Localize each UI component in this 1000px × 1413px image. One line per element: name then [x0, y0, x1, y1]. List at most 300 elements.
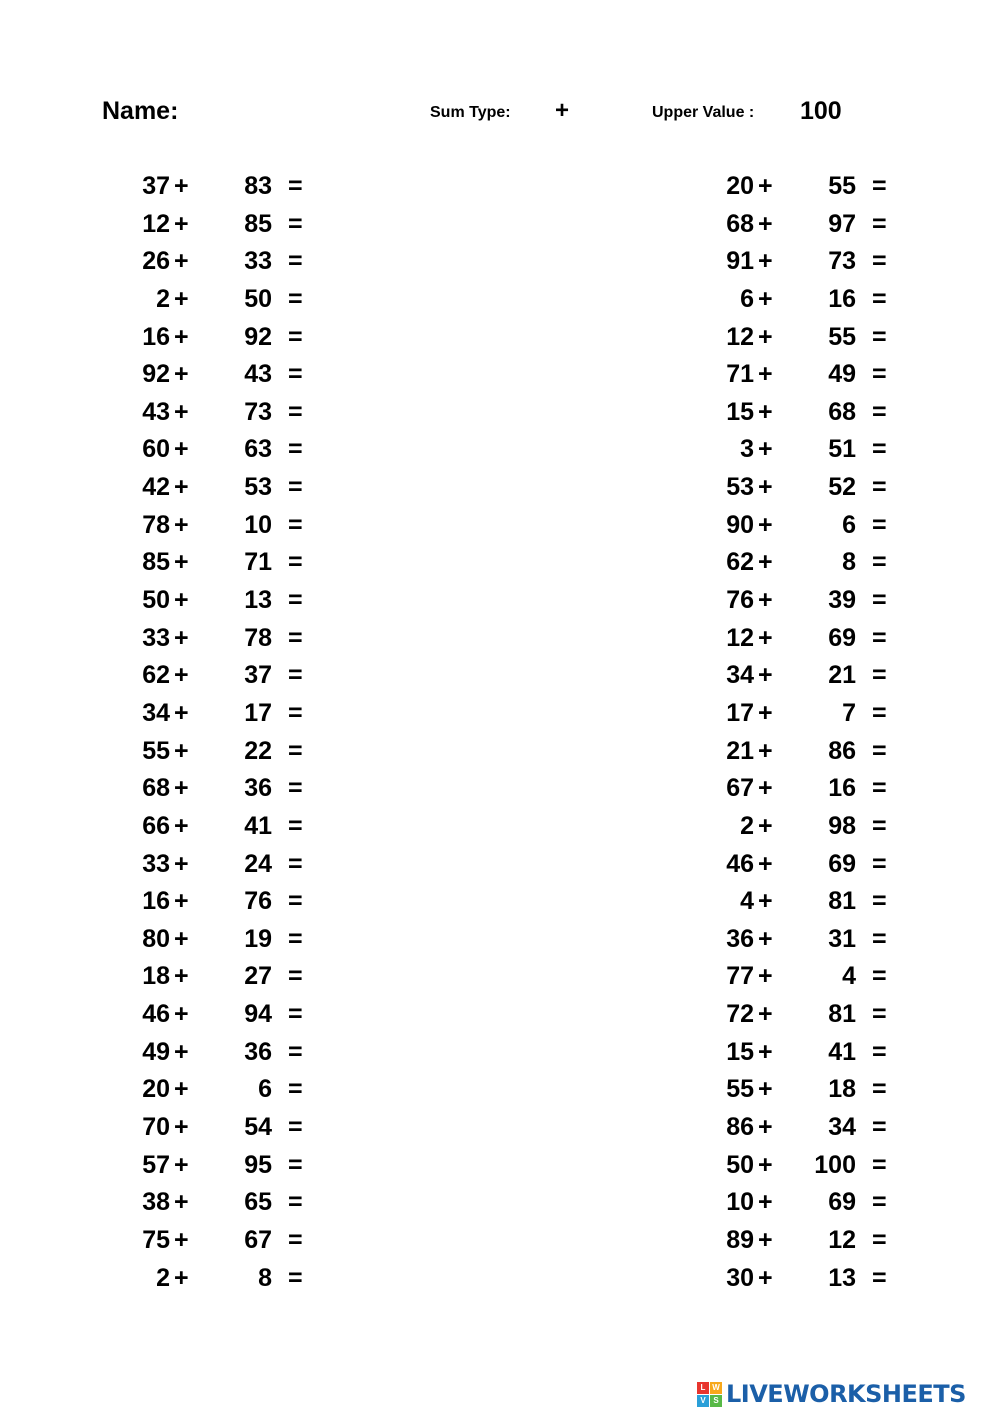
second-addend: 33	[244, 247, 272, 276]
operator: +	[758, 1225, 773, 1254]
problem-row	[694, 808, 904, 846]
operator: +	[758, 397, 773, 426]
operator: +	[758, 1263, 773, 1292]
second-addend: 65	[244, 1188, 272, 1217]
problem-row	[694, 431, 904, 469]
first-addend: 55	[726, 1075, 754, 1104]
second-addend: 10	[244, 510, 272, 539]
problem-row	[694, 356, 904, 394]
second-addend: 76	[244, 887, 272, 916]
first-addend: 55	[142, 736, 170, 765]
first-addend: 85	[142, 548, 170, 577]
second-addend: 27	[244, 962, 272, 991]
second-addend: 31	[828, 924, 856, 953]
equals-sign: =	[288, 1225, 303, 1254]
equals-sign: =	[288, 209, 303, 238]
second-addend: 83	[244, 172, 272, 200]
equals-sign: =	[872, 698, 887, 727]
second-addend: 16	[828, 284, 856, 313]
first-addend: 2	[156, 1263, 170, 1292]
first-addend: 78	[142, 510, 170, 539]
operator: +	[174, 284, 189, 313]
operator: +	[174, 661, 189, 690]
operator: +	[758, 284, 773, 313]
problem-row	[110, 507, 320, 545]
equals-sign: =	[288, 661, 303, 690]
problem-row	[110, 846, 320, 884]
problem-row	[694, 657, 904, 695]
equals-sign: =	[288, 586, 303, 615]
first-addend: 66	[142, 811, 170, 840]
second-addend: 52	[828, 473, 856, 502]
equals-sign: =	[288, 435, 303, 464]
operator: +	[758, 548, 773, 577]
equals-sign: =	[288, 887, 303, 916]
second-addend: 43	[244, 360, 272, 389]
sum-type-label: Sum Type:	[430, 104, 511, 121]
first-addend: 3	[740, 435, 754, 464]
operator: +	[758, 360, 773, 389]
second-addend: 41	[828, 1037, 856, 1066]
equals-sign: =	[872, 661, 887, 690]
operator: +	[758, 811, 773, 840]
second-addend: 71	[244, 548, 272, 577]
operator: +	[758, 1000, 773, 1029]
operator: +	[758, 1037, 773, 1066]
equals-sign: =	[872, 1150, 887, 1179]
problem-row	[694, 394, 904, 432]
operator: +	[758, 247, 773, 276]
problem-row	[110, 770, 320, 808]
first-addend: 4	[740, 887, 754, 916]
first-addend: 33	[142, 623, 170, 652]
second-addend: 51	[828, 435, 856, 464]
second-addend: 6	[258, 1075, 272, 1104]
problem-row	[110, 1184, 320, 1222]
logo-tile: V	[697, 1395, 709, 1407]
first-addend: 50	[726, 1150, 754, 1179]
equals-sign: =	[872, 1188, 887, 1217]
problem-row	[694, 620, 904, 658]
operator: +	[758, 887, 773, 916]
logo-tile: L	[697, 1382, 709, 1394]
problem-row	[110, 921, 320, 959]
first-addend: 43	[142, 397, 170, 426]
operator: +	[174, 1150, 189, 1179]
first-addend: 15	[726, 1037, 754, 1066]
operator: +	[758, 586, 773, 615]
operator: +	[174, 1113, 189, 1142]
operator: +	[174, 322, 189, 351]
second-addend: 8	[842, 548, 856, 577]
first-addend: 34	[726, 661, 754, 690]
equals-sign: =	[288, 962, 303, 991]
equals-sign: =	[288, 1150, 303, 1179]
first-addend: 80	[142, 924, 170, 953]
first-addend: 12	[726, 322, 754, 351]
operator: +	[174, 623, 189, 652]
second-addend: 41	[244, 811, 272, 840]
second-addend: 12	[828, 1225, 856, 1254]
operator: +	[758, 774, 773, 803]
problem-row	[110, 1071, 320, 1109]
second-addend: 16	[828, 774, 856, 803]
second-addend: 95	[244, 1150, 272, 1179]
problem-row	[110, 394, 320, 432]
second-addend: 55	[828, 322, 856, 351]
second-addend: 73	[244, 397, 272, 426]
first-addend: 16	[142, 887, 170, 916]
second-addend: 69	[828, 849, 856, 878]
equals-sign: =	[288, 1075, 303, 1104]
operator: +	[174, 887, 189, 916]
equals-sign: =	[288, 623, 303, 652]
second-addend: 34	[828, 1113, 856, 1142]
first-addend: 36	[726, 924, 754, 953]
equals-sign: =	[872, 1075, 887, 1104]
operator: +	[174, 1188, 189, 1217]
equals-sign: =	[288, 510, 303, 539]
equals-sign: =	[288, 172, 303, 200]
operator: +	[758, 849, 773, 878]
problem-row	[110, 1260, 320, 1298]
problem-row	[110, 281, 320, 319]
second-addend: 98	[828, 811, 856, 840]
first-addend: 20	[726, 172, 754, 200]
first-addend: 42	[142, 473, 170, 502]
second-addend: 92	[244, 322, 272, 351]
problem-row	[694, 507, 904, 545]
problem-row	[694, 1109, 904, 1147]
second-addend: 63	[244, 435, 272, 464]
operator: +	[758, 1075, 773, 1104]
equals-sign: =	[872, 397, 887, 426]
problem-row	[110, 1034, 320, 1072]
equals-sign: =	[288, 247, 303, 276]
second-addend: 50	[244, 284, 272, 313]
first-addend: 92	[142, 360, 170, 389]
sum-type-value: +	[555, 97, 570, 124]
operator: +	[174, 1263, 189, 1292]
equals-sign: =	[288, 397, 303, 426]
operator: +	[758, 962, 773, 991]
equals-sign: =	[288, 1113, 303, 1142]
problem-row	[694, 770, 904, 808]
first-addend: 46	[726, 849, 754, 878]
operator: +	[174, 247, 189, 276]
worksheet-header	[0, 0, 1000, 150]
first-addend: 68	[726, 209, 754, 238]
equals-sign: =	[288, 811, 303, 840]
problem-row	[694, 1184, 904, 1222]
problem-row	[110, 733, 320, 771]
second-addend: 37	[244, 661, 272, 690]
problem-row	[694, 1071, 904, 1109]
problem-row	[694, 206, 904, 244]
problem-row	[110, 883, 320, 921]
problem-row	[694, 582, 904, 620]
second-addend: 68	[828, 397, 856, 426]
operator: +	[174, 1037, 189, 1066]
first-addend: 26	[142, 247, 170, 276]
problem-row	[110, 808, 320, 846]
problem-row	[110, 243, 320, 281]
first-addend: 60	[142, 435, 170, 464]
first-addend: 6	[740, 284, 754, 313]
first-addend: 86	[726, 1113, 754, 1142]
equals-sign: =	[872, 1113, 887, 1142]
equals-sign: =	[872, 586, 887, 615]
first-addend: 72	[726, 1000, 754, 1029]
problem-row	[694, 544, 904, 582]
equals-sign: =	[872, 473, 887, 502]
second-addend: 73	[828, 247, 856, 276]
operator: +	[174, 1075, 189, 1104]
equals-sign: =	[288, 284, 303, 313]
problem-row	[110, 544, 320, 582]
second-addend: 86	[828, 736, 856, 765]
operator: +	[174, 360, 189, 389]
first-addend: 12	[726, 623, 754, 652]
problem-row	[694, 243, 904, 281]
first-addend: 33	[142, 849, 170, 878]
problem-row	[694, 695, 904, 733]
problem-row	[110, 356, 320, 394]
upper-value: 100	[800, 97, 842, 125]
equals-sign: =	[872, 811, 887, 840]
equals-sign: =	[288, 548, 303, 577]
problem-row	[694, 1147, 904, 1185]
problem-row	[110, 1109, 320, 1147]
operator: +	[174, 435, 189, 464]
problem-row	[694, 958, 904, 996]
operator: +	[174, 736, 189, 765]
second-addend: 69	[828, 1188, 856, 1217]
equals-sign: =	[872, 172, 887, 200]
first-addend: 70	[142, 1113, 170, 1142]
equals-sign: =	[872, 322, 887, 351]
problem-row	[694, 733, 904, 771]
problem-row	[110, 469, 320, 507]
operator: +	[758, 661, 773, 690]
operator: +	[174, 774, 189, 803]
first-addend: 2	[156, 284, 170, 313]
operator: +	[174, 548, 189, 577]
operator: +	[758, 510, 773, 539]
first-addend: 76	[726, 586, 754, 615]
equals-sign: =	[288, 1188, 303, 1217]
equals-sign: =	[872, 435, 887, 464]
logo-tile: W	[710, 1382, 722, 1394]
first-addend: 37	[142, 172, 170, 200]
second-addend: 69	[828, 623, 856, 652]
equals-sign: =	[288, 322, 303, 351]
equals-sign: =	[288, 1263, 303, 1292]
equals-sign: =	[872, 1000, 887, 1029]
first-addend: 68	[142, 774, 170, 803]
operator: +	[758, 322, 773, 351]
second-addend: 81	[828, 887, 856, 916]
operator: +	[758, 435, 773, 464]
problem-row	[110, 695, 320, 733]
second-addend: 53	[244, 473, 272, 502]
problem-row	[694, 1034, 904, 1072]
second-addend: 36	[244, 1037, 272, 1066]
equals-sign: =	[872, 962, 887, 991]
second-addend: 36	[244, 774, 272, 803]
equals-sign: =	[872, 924, 887, 953]
problem-row	[694, 168, 904, 206]
problem-row	[694, 921, 904, 959]
first-addend: 53	[726, 473, 754, 502]
equals-sign: =	[288, 698, 303, 727]
equals-sign: =	[288, 1000, 303, 1029]
first-addend: 12	[142, 209, 170, 238]
second-addend: 22	[244, 736, 272, 765]
first-addend: 15	[726, 397, 754, 426]
second-addend: 67	[244, 1225, 272, 1254]
second-addend: 54	[244, 1113, 272, 1142]
first-addend: 57	[142, 1150, 170, 1179]
second-addend: 19	[244, 924, 272, 953]
first-addend: 18	[142, 962, 170, 991]
equals-sign: =	[872, 360, 887, 389]
first-addend: 91	[726, 247, 754, 276]
equals-sign: =	[872, 209, 887, 238]
second-addend: 100	[814, 1150, 856, 1179]
second-addend: 94	[244, 1000, 272, 1029]
equals-sign: =	[288, 774, 303, 803]
first-addend: 38	[142, 1188, 170, 1217]
second-addend: 21	[828, 661, 856, 690]
first-addend: 10	[726, 1188, 754, 1217]
problem-row	[110, 206, 320, 244]
operator: +	[174, 811, 189, 840]
problem-row	[110, 582, 320, 620]
operator: +	[758, 1150, 773, 1179]
equals-sign: =	[872, 1037, 887, 1066]
problem-row	[110, 996, 320, 1034]
first-addend: 90	[726, 510, 754, 539]
operator: +	[758, 473, 773, 502]
equals-sign: =	[872, 736, 887, 765]
first-addend: 16	[142, 322, 170, 351]
problems-right-column	[694, 168, 904, 1297]
problem-row	[694, 469, 904, 507]
problem-row	[110, 657, 320, 695]
first-addend: 20	[142, 1075, 170, 1104]
second-addend: 85	[244, 209, 272, 238]
problem-row	[694, 319, 904, 357]
operator: +	[174, 849, 189, 878]
first-addend: 46	[142, 1000, 170, 1029]
operator: +	[174, 473, 189, 502]
second-addend: 8	[258, 1263, 272, 1292]
operator: +	[758, 736, 773, 765]
second-addend: 6	[842, 510, 856, 539]
equals-sign: =	[872, 1225, 887, 1254]
problems-left-column	[110, 168, 320, 1297]
operator: +	[174, 209, 189, 238]
second-addend: 4	[842, 962, 856, 991]
second-addend: 7	[842, 698, 856, 727]
equals-sign: =	[872, 774, 887, 803]
second-addend: 18	[828, 1075, 856, 1104]
operator: +	[758, 698, 773, 727]
operator: +	[758, 1188, 773, 1217]
second-addend: 17	[244, 698, 272, 727]
first-addend: 50	[142, 586, 170, 615]
operator: +	[174, 924, 189, 953]
operator: +	[174, 962, 189, 991]
operator: +	[758, 924, 773, 953]
first-addend: 2	[740, 811, 754, 840]
operator: +	[758, 623, 773, 652]
equals-sign: =	[872, 510, 887, 539]
first-addend: 30	[726, 1263, 754, 1292]
problem-row	[694, 1260, 904, 1298]
operator: +	[174, 1000, 189, 1029]
problem-row	[110, 168, 320, 206]
first-addend: 77	[726, 962, 754, 991]
second-addend: 24	[244, 849, 272, 878]
equals-sign: =	[872, 849, 887, 878]
operator: +	[174, 586, 189, 615]
first-addend: 62	[726, 548, 754, 577]
equals-sign: =	[872, 247, 887, 276]
first-addend: 67	[726, 774, 754, 803]
operator: +	[174, 698, 189, 727]
problem-row	[110, 431, 320, 469]
operator: +	[174, 510, 189, 539]
problem-row	[694, 281, 904, 319]
equals-sign: =	[872, 887, 887, 916]
operator: +	[758, 209, 773, 238]
first-addend: 62	[142, 661, 170, 690]
operator: +	[758, 172, 773, 200]
first-addend: 89	[726, 1225, 754, 1254]
equals-sign: =	[288, 849, 303, 878]
operator: +	[174, 397, 189, 426]
first-addend: 71	[726, 360, 754, 389]
problem-row	[110, 1222, 320, 1260]
equals-sign: =	[288, 1037, 303, 1066]
second-addend: 97	[828, 209, 856, 238]
second-addend: 49	[828, 360, 856, 389]
problem-row	[110, 620, 320, 658]
equals-sign: =	[872, 548, 887, 577]
equals-sign: =	[288, 360, 303, 389]
problem-row	[110, 319, 320, 357]
problem-row	[694, 883, 904, 921]
first-addend: 17	[726, 698, 754, 727]
equals-sign: =	[872, 1263, 887, 1292]
equals-sign: =	[872, 623, 887, 652]
name-label: Name:	[102, 97, 179, 125]
second-addend: 13	[244, 586, 272, 615]
first-addend: 34	[142, 698, 170, 727]
equals-sign: =	[872, 284, 887, 313]
problem-row	[694, 996, 904, 1034]
second-addend: 78	[244, 623, 272, 652]
problem-row	[694, 846, 904, 884]
problem-row	[110, 958, 320, 996]
liveworksheets-logo-icon	[697, 1382, 722, 1407]
problem-row	[110, 1147, 320, 1185]
first-addend: 75	[142, 1225, 170, 1254]
second-addend: 13	[828, 1263, 856, 1292]
first-addend: 49	[142, 1037, 170, 1066]
